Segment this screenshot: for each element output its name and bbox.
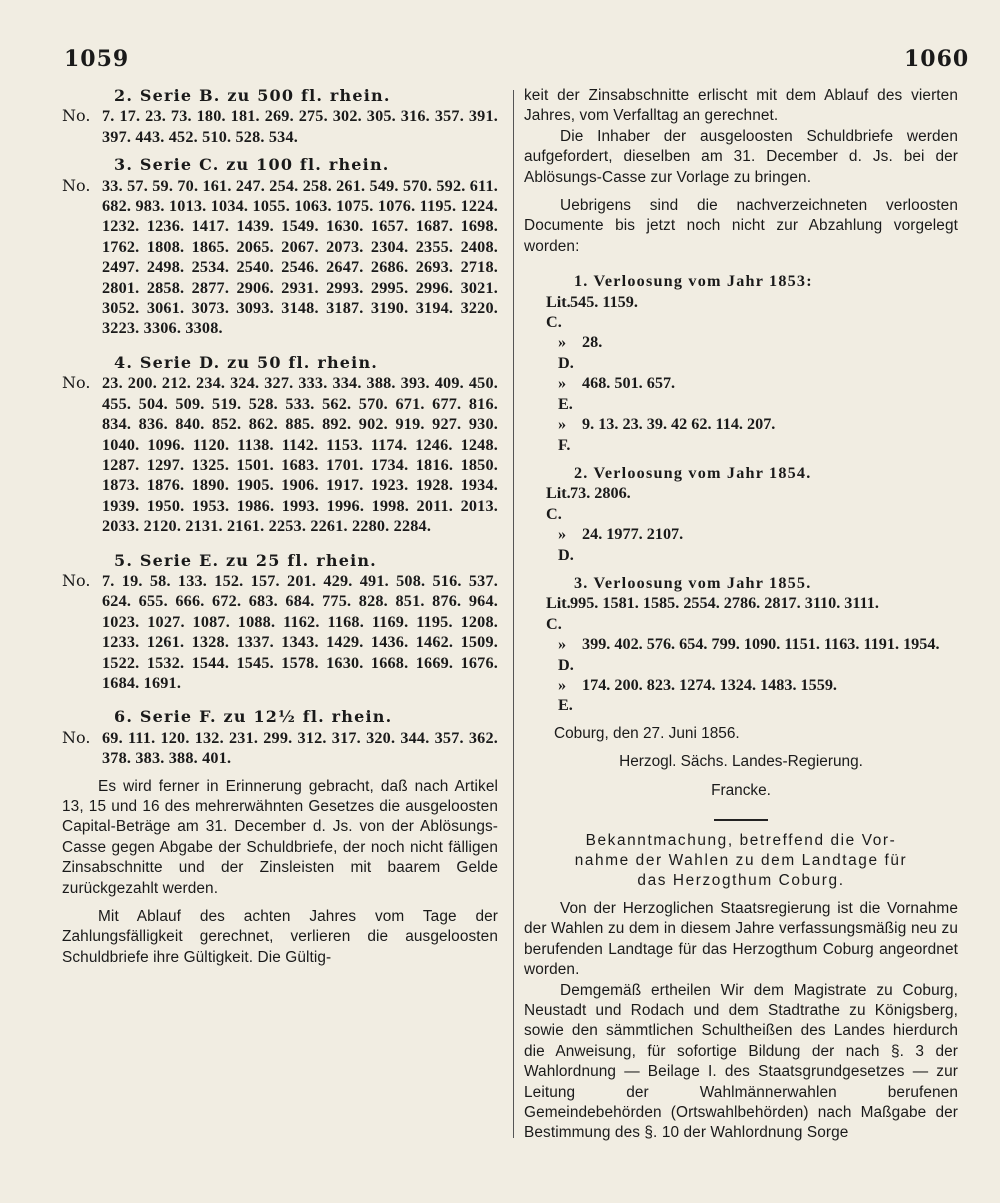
number-label: No.: [62, 106, 91, 126]
right-column: [524, 86, 958, 1144]
number-list-serie-e: [62, 571, 498, 693]
number-label: No.: [62, 727, 91, 747]
verloosung-1854: [524, 463, 958, 565]
number-list-serie-c: [62, 176, 498, 339]
page-number-left: 1059: [64, 46, 130, 72]
number-label: No.: [62, 175, 91, 195]
section-heading-serie-c: 3. Serie C. zu 100 fl. rhein.: [114, 155, 390, 175]
verloosung-entry: » E. 174. 200. 823. 1274. 1324. 1483. 1559.: [558, 675, 837, 715]
numbers-serie-b: 7. 17. 23. 73. 180. 181. 269. 275. 302. 305. 316. 357. 391. 397. 443. 452. 510. 528. 534.: [102, 107, 498, 146]
page-number-right: 1060: [904, 46, 970, 72]
paragraph-continuation: keit der Zinsabschnitte erlischt mit dem Ablauf des vierten Jahres, vom Verfalltag an gerechnet.: [524, 87, 958, 125]
verloosung-entry: » D. 399. 402. 576. 654. 799. 1090. 1151. 1163. 1191. 1954.: [558, 635, 940, 674]
numbers-serie-c: 33. 57. 59. 70. 161. 247. 254. 258. 261. 549. 570. 592. 611. 682. 983. 1013. 1034. 1055. 1063. 1075. 1076. 1195. 1224. 1232. 1236. 1417. 1439. 1549. 1630. 1657. 1687. 1698. 1762. 1808. 1865. 2065. 2067. 2073. 2304. 2355. 2408. 2497. 2498. 2534. 2540. 2546. 2647. 2686. 2693. 2718. 2801. 2858. 2877. 2906. 2931. 2993. 2995. 2996. 3021. 3052. 3061. 3073. 3093. 3148. 3187. 3190. 3194. 3220. 3223. 3306. 3308.: [102, 176, 498, 338]
paragraph-holders: Die Inhaber der ausgeloosten Schuldbriefe werden aufgefordert, dieselben am 31. December d. Js. bei der Ablösungs-Casse zur Vorlage zu bringen.: [524, 127, 958, 186]
number-label: No.: [62, 373, 91, 393]
paragraph-outstanding: Uebrigens sind die nachverzeichneten verloosten Documente bis jetzt noch nicht zur Abzahlung vorgelegt worden:: [524, 197, 958, 255]
verloosung-heading: 1. Verloosung vom Jahr 1853:: [574, 272, 813, 291]
date-line: Coburg, den 27. Juni 1856.: [554, 724, 740, 742]
left-column: [62, 86, 498, 968]
verloosung-1855: [524, 573, 958, 716]
verloosung-1853: [524, 271, 958, 455]
verloosung-heading: 3. Verloosung vom Jahr 1855.: [574, 573, 812, 592]
verloosung-entry: » D. 24. 1977. 2107.: [558, 525, 684, 564]
section-heading-serie-e: 5. Serie E. zu 25 fl. rhein.: [114, 550, 377, 570]
section-separator: [714, 819, 768, 821]
notice-title-line-3: das Herzogthum Coburg.: [637, 872, 845, 889]
paragraph-elections: Von der Herzoglichen Staatsregierung ist die Vornahme der Wahlen zu dem in diesem Jahre verfassungsmäßig neu zu berufenden Landtage für das Herzogthum Coburg angeordnet worden.: [524, 900, 958, 979]
paragraph-instructions: Demgemäß ertheilen Wir dem Magistrate zu Coburg, Neustadt und Rodach und dem Stadtrathe zu Königsberg, sowie den sämmtlichen Schultheißen des Landes hierdurch die Anweisung, für sofortige Bildung der nach §. 3 der Wahlordnung — Beilage I. des Staatsgrundgesetzes — zur Leitung der Wahlmännerwahlen berufenen Gemeindebehörden (Ortswahlbehörden) nach Maßgabe der Bestimmung des §. 10 der Wahlordnung Sorge: [524, 981, 958, 1142]
section-heading-serie-b: 2. Serie B. zu 500 fl. rhein.: [114, 86, 391, 105]
verloosung-entry: Lit. C. 995. 1581. 1585. 2554. 2786. 2817. 3110. 3111.: [546, 594, 879, 633]
section-heading-serie-f: 6. Serie F. zu 12½ fl. rhein.: [114, 707, 393, 727]
number-list-serie-f: [62, 728, 498, 769]
verloosung-entry: » D. 28.: [558, 333, 603, 372]
numbers-serie-e: 7. 19. 58. 133. 152. 157. 201. 429. 491. 508. 516. 537. 624. 655. 666. 672. 683. 684. 775. 828. 851. 876. 964. 1023. 1027. 1087. 1088. 1162. 1168. 1169. 1195. 1208. 1233. 1261. 1328. 1337. 1343. 1429. 1436. 1462. 1509. 1522. 1532. 1544. 1545. 1578. 1630. 1668. 1669. 1676. 1684. 1691.: [102, 571, 498, 692]
number-label: No.: [62, 570, 91, 590]
column-divider: [513, 90, 514, 1138]
verloosung-entry: » E. 468. 501. 657.: [558, 374, 676, 413]
verloosung-heading: 2. Verloosung vom Jahr 1854.: [574, 463, 812, 482]
notice-title-line-1: Bekanntmachung, betreffend die Vor-: [585, 832, 897, 849]
paragraph-validity: Mit Ablauf des achten Jahres vom Tage der Zahlungsfälligkeit gerechnet, verlieren die ausgeloosten Schuldbriefe ihre Gültigkeit. Die Gültig-: [62, 908, 498, 966]
number-list-serie-b: [62, 106, 498, 147]
numbers-serie-d: 23. 200. 212. 234. 324. 327. 333. 334. 388. 393. 409. 450. 455. 504. 509. 519. 528. 533. 562. 570. 671. 677. 816. 834. 836. 840. 852. 862. 885. 892. 902. 919. 927. 930. 1040. 1096. 1120. 1138. 1142. 1153. 1174. 1246. 1248. 1287. 1297. 1325. 1501. 1683. 1701. 1734. 1816. 1850. 1873. 1876. 1890. 1905. 1906. 1917. 1923. 1928. 1934. 1939. 1950. 1953. 1986. 1993. 1996. 1998. 2011. 2013. 2033. 2120. 2131. 2161. 2253. 2261. 2280. 2284.: [102, 374, 498, 536]
number-list-serie-d: [62, 373, 498, 536]
numbers-serie-f: 69. 111. 120. 132. 231. 299. 312. 317. 320. 344. 357. 362. 378. 383. 388. 401.: [102, 728, 498, 768]
verloosung-entry: Lit. C. 545. 1159.: [546, 292, 638, 332]
verloosung-entry: » F. 9. 13. 23. 39. 42 62. 114. 207.: [558, 415, 776, 454]
authority-line: Herzogl. Sächs. Landes-Regierung.: [619, 753, 863, 771]
paragraph-repayment: Es wird ferner in Erinnerung gebracht, daß nach Artikel 13, 15 und 16 des mehrerwähnten Gesetzes die ausgeloosten Capital-Beträge am 31. December d. Js. von der Ablösungs-Casse gegen Abgabe der Schuldbriefe, der noch nicht fälligen Zinsabschnitte und der Zinsleisten mit baarem Gelde zurückgezahlt werden.: [62, 777, 498, 897]
section-heading-serie-d: 4. Serie D. zu 50 fl. rhein.: [114, 352, 379, 372]
verloosung-entry: Lit. C. 73. 2806.: [546, 484, 631, 523]
notice-title-line-2: nahme der Wahlen zu dem Landtage für: [574, 852, 908, 869]
signature-line: Francke.: [711, 781, 771, 799]
